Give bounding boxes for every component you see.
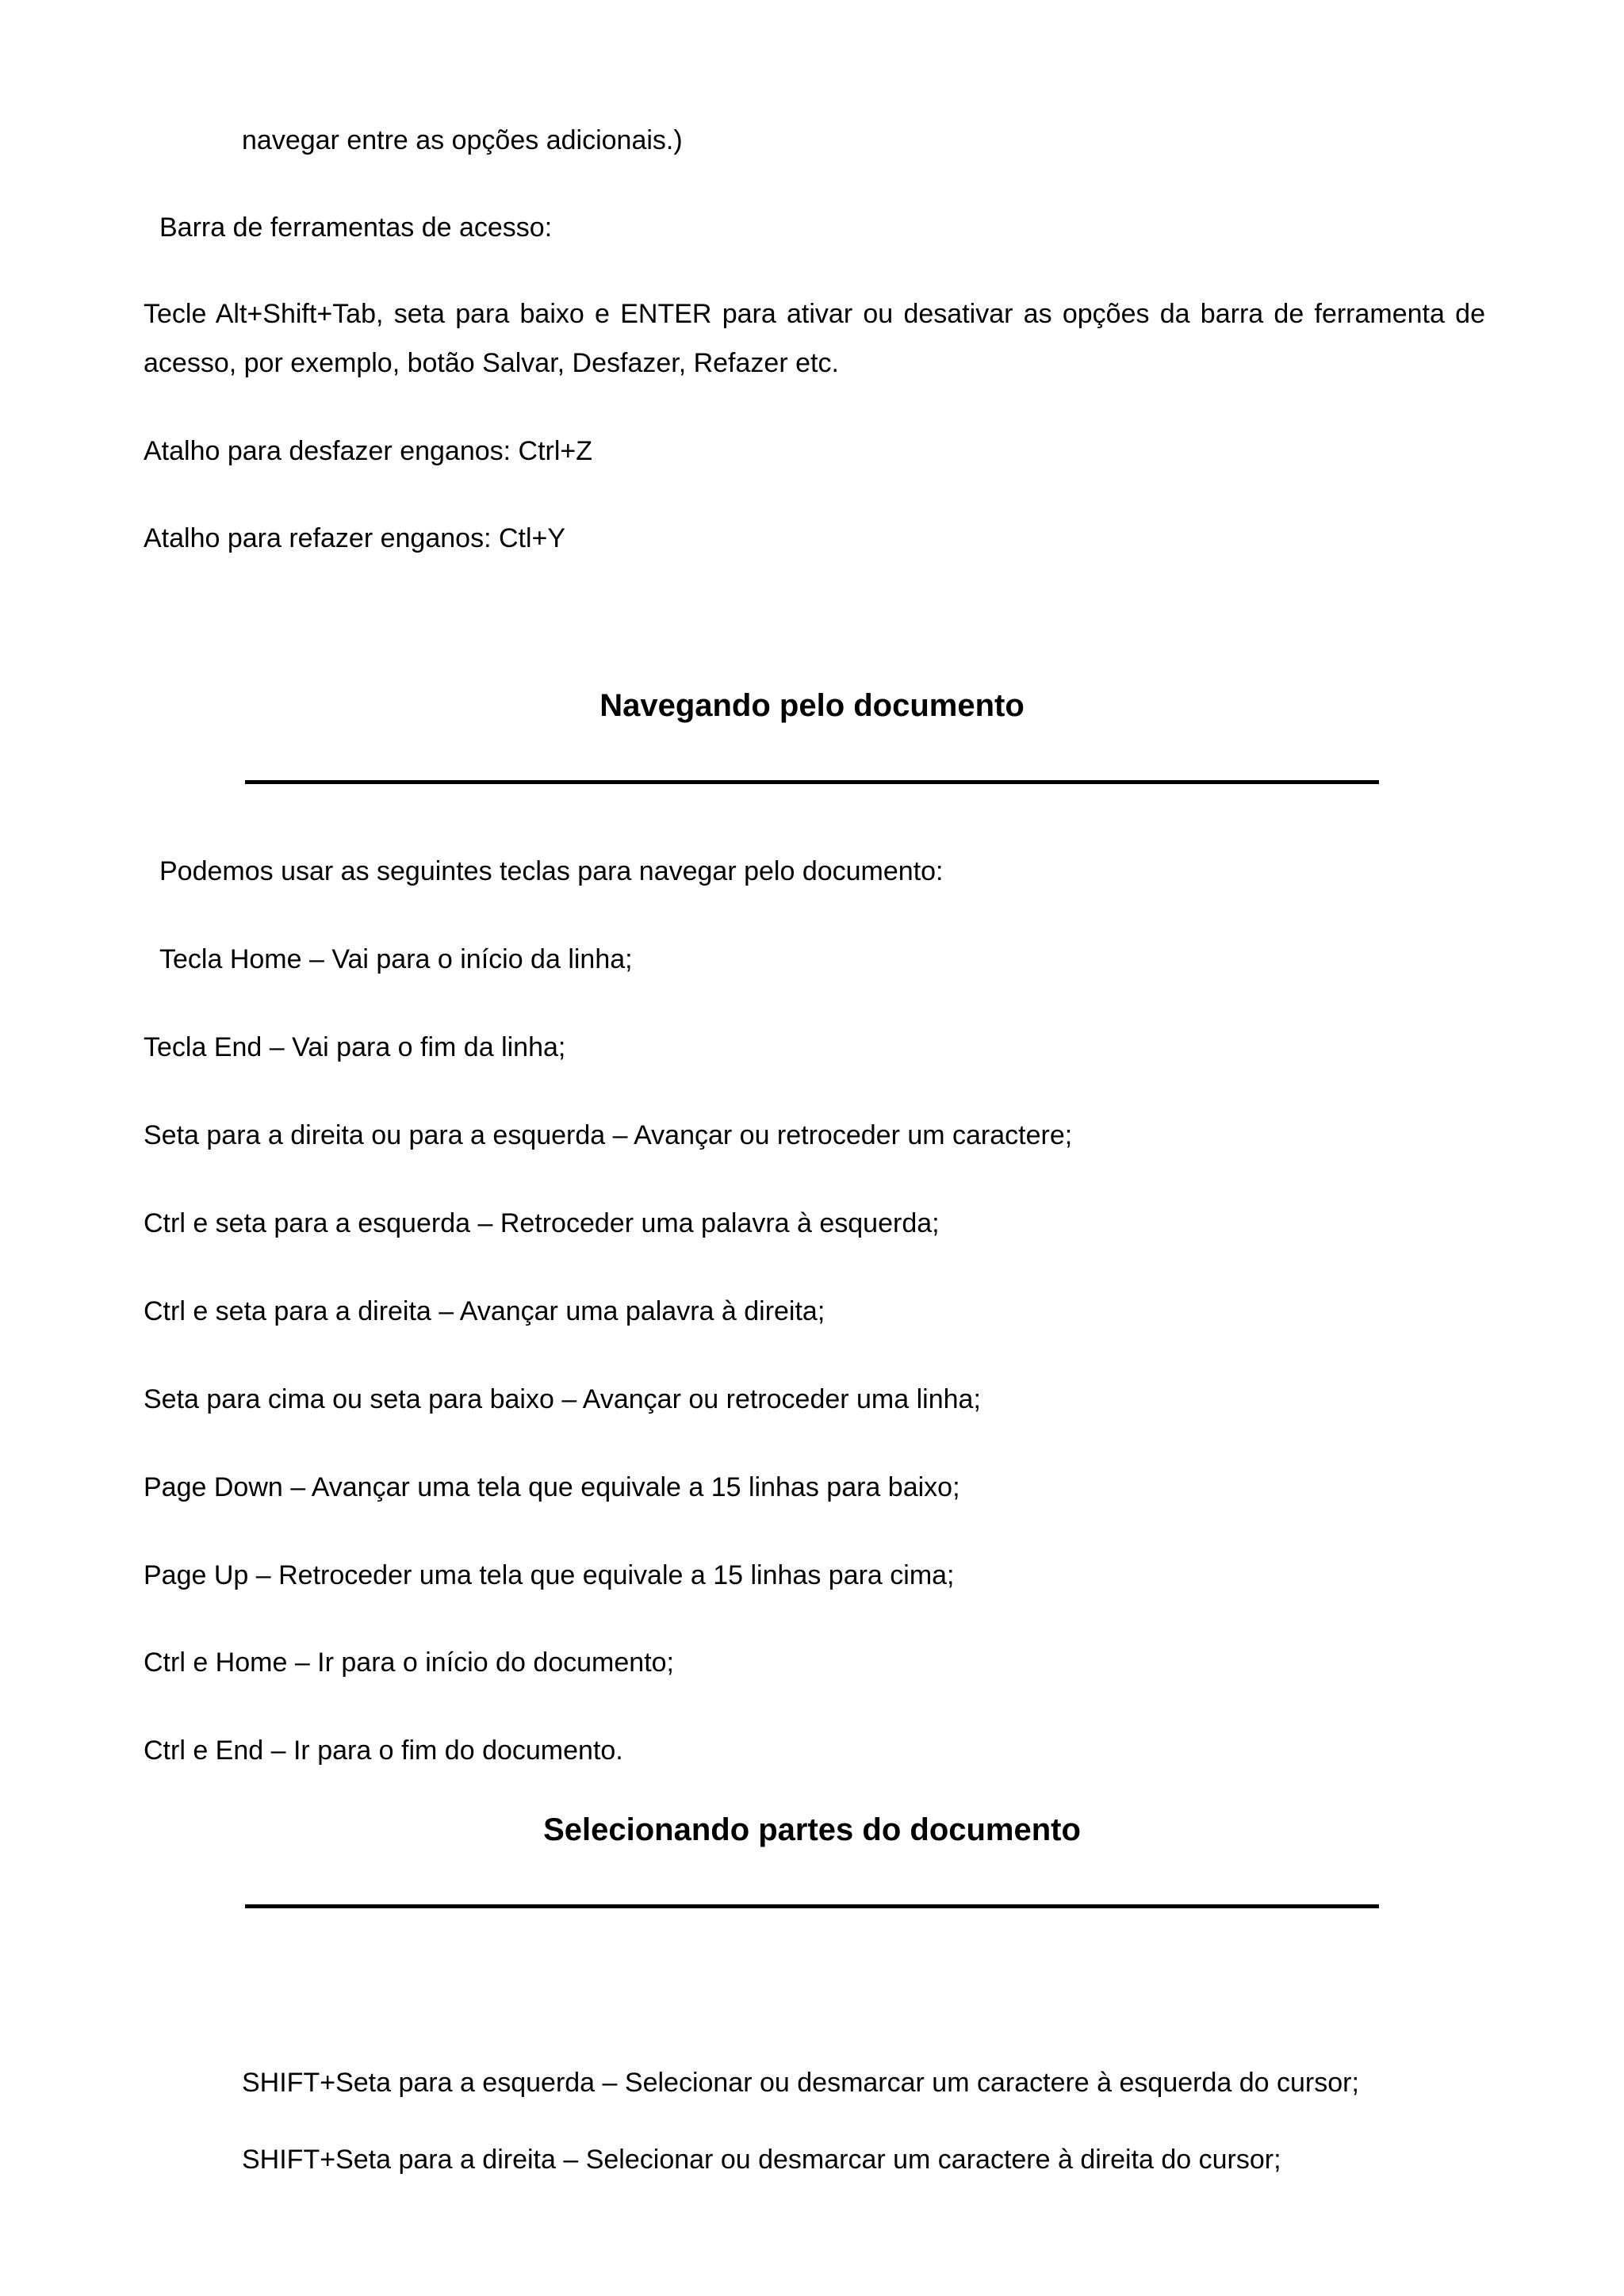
options-tail-text: navegar entre as opções adicionais.) (242, 125, 683, 155)
section-heading-navigation: Navegando pelo documento (599, 688, 1025, 723)
heading-underline-navigation (245, 780, 1379, 784)
nav-item: Seta para a direita ou para a esquerda – Avançar ou retroceder um caractere; (144, 1120, 1073, 1150)
selection-item: SHIFT+Seta para a direita – Selecionar ou desmarcar um caractere à direita do cursor; (242, 2145, 1281, 2175)
section-heading-selection: Selecionando partes do documento (543, 1812, 1081, 1847)
navigation-intro: Podemos usar as seguintes teclas para navegar pelo documento: (159, 856, 944, 886)
toolbar-label: Barra de ferramentas de acesso: (159, 212, 553, 243)
nav-item: Ctrl e End – Ir para o fim do documento. (144, 1735, 623, 1766)
nav-item: Ctrl e Home – Ir para o início do documento; (144, 1647, 674, 1678)
nav-item: Page Down – Avançar uma tela que equivale a 15 linhas para baixo; (144, 1472, 960, 1502)
nav-item: Tecla Home – Vai para o início da linha; (159, 944, 633, 974)
undo-shortcut-text: Atalho para desfazer enganos: Ctrl+Z (144, 436, 593, 466)
toolbar-paragraph: Tecle Alt+Shift+Tab, seta para baixo e ENTER para ativar ou desativar as opções da barra de ferramenta de acesso, por exemplo, botão Salvar, Desfazer, Refazer etc. (144, 299, 1485, 378)
nav-item: Seta para cima ou seta para baixo – Avançar ou retroceder uma linha; (144, 1384, 981, 1414)
selection-item: SHIFT+Seta para a esquerda – Selecionar ou desmarcar um caractere à esquerda do cursor; (242, 2068, 1359, 2098)
nav-item: Ctrl e seta para a esquerda – Retroceder uma palavra à esquerda; (144, 1208, 940, 1238)
nav-item: Page Up – Retroceder uma tela que equivale a 15 linhas para cima; (144, 1560, 955, 1590)
nav-item: Tecla End – Vai para o fim da linha; (144, 1032, 566, 1062)
heading-underline-selection (245, 1904, 1379, 1908)
nav-item: Ctrl e seta para a direita – Avançar uma palavra à direita; (144, 1296, 825, 1326)
redo-shortcut-text: Atalho para refazer enganos: Ctl+Y (144, 523, 566, 553)
